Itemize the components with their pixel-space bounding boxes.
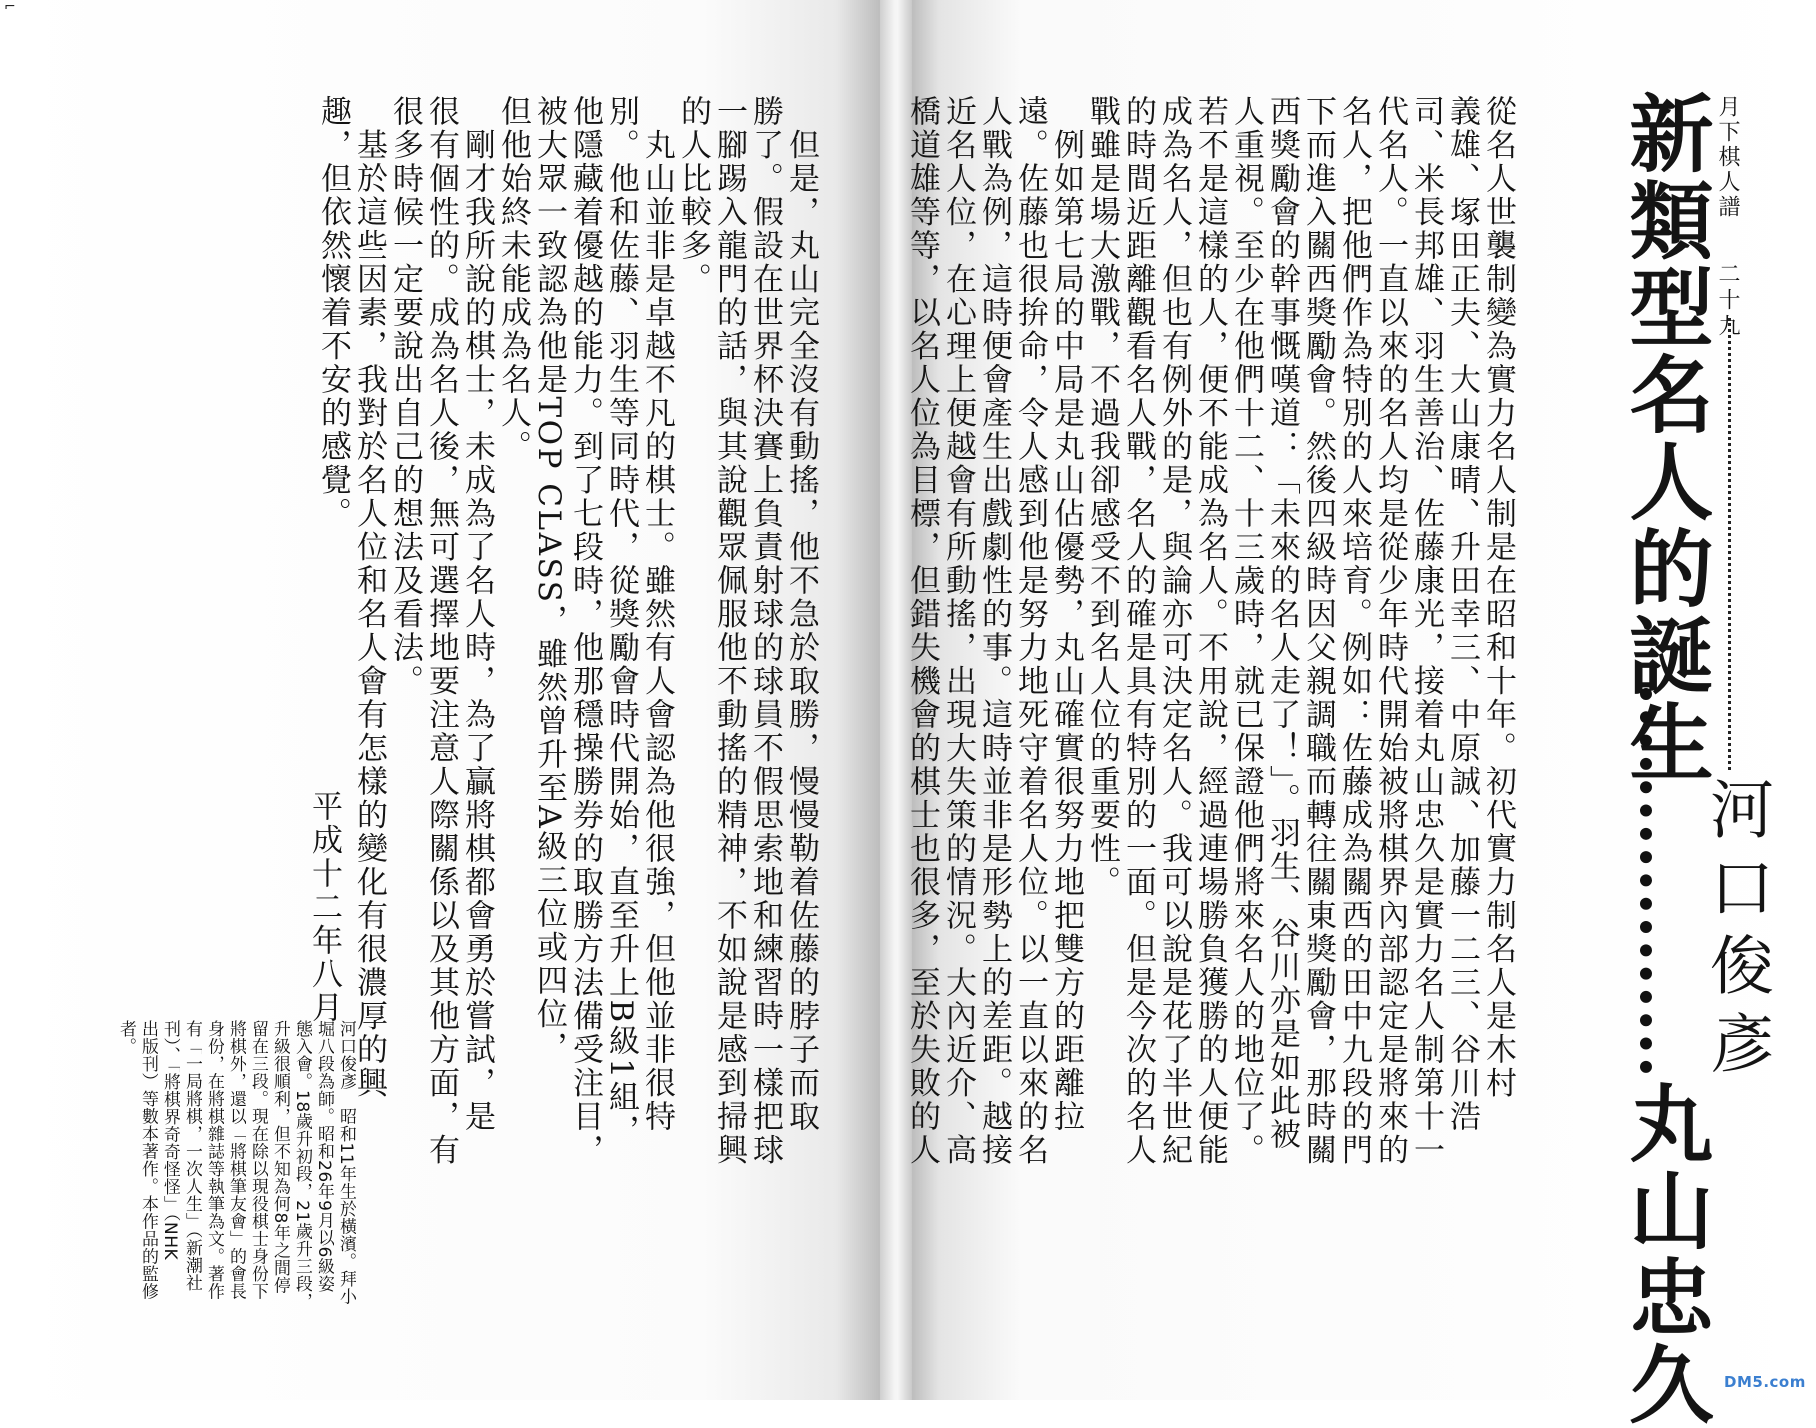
body-column: 趣，但依然懷着不安的感覺。 [315, 95, 351, 531]
body-column: 人戰為例，這時便會產生出戲劇性的事。這時並非是形勢上的差距。越接 [976, 95, 1012, 1167]
body-column: 司、米長邦雄、羽生善治、佐藤康光，接着丸山忠久是實力名人制第十一 [1408, 95, 1444, 1167]
running-head-dotted-rule [1728, 318, 1731, 770]
author-bio-line: 有「一局將棋，一次人生」（新潮社 [182, 1020, 202, 1292]
body-column: 遠。佐藤也很拚命，令人感到他是努力地死守着名人位。以一直以來的名 [1012, 95, 1048, 1167]
body-column: 代名人。一直以來的名人均是從少年時代開始被將棋界內部認定是將來的 [1372, 95, 1408, 1167]
author-bio-line: 刊）、「將棋界奇奇怪怪」（NHK [160, 1020, 180, 1261]
body-column: 很有個性的。成為名人後，無可選擇地要注意人際關係以及其他方面，有 [423, 95, 459, 1167]
body-column: 下而進入關西獎勵會。然後四級時因父親調職而轉往關東獎勵會，那時關 [1300, 95, 1336, 1167]
body-column: 近名人位，在心理上便越會有所動搖，出現大失策的情況。大內近介、高 [940, 95, 976, 1167]
author-bio-line: 將棋外，還以「將棋筆友會」的會長 [226, 1020, 246, 1300]
running-head-chapter-number: 二十九 [1715, 262, 1740, 340]
body-column: 剛才我所說的棋士，未成為了名人時，為了贏將棋都會勇於嘗試，是 [459, 95, 495, 1134]
body-column: 一腳踢入龍門的話，與其說觀眾佩服他不動搖的精神，不如說是感到掃興 [711, 95, 747, 1167]
body-column: 的時間近距離觀看名人戰，名人的確是具有特別的一面。但是今次的名人 [1120, 95, 1156, 1167]
body-column: 戰雖是場大激戰，不過我卻感受不到名人位的重要性。 [1084, 95, 1120, 899]
site-watermark: DM5.com [1724, 1373, 1806, 1391]
author-bio-line: 身份，在將棋雜誌等執筆為文。著作 [204, 1020, 224, 1300]
body-column: 但是，丸山完全沒有動搖，他不急於取勝，慢慢勒着佐藤的脖子而取 [783, 95, 819, 1134]
article-author: 河口俊彥 [1699, 776, 1773, 1088]
body-column: 例如第七局的中局是丸山佔優勢，丸山確實很努力地把雙方的距離拉 [1048, 95, 1084, 1134]
author-bio-line: 堀八段為師。昭和26年9月以6級姿 [314, 1020, 334, 1293]
body-column: 名人，把他們作為特別的人來培育。例如：佐藤成為關西的田中九段的門 [1336, 95, 1372, 1167]
article-title: 新類型名人的誕生 [1616, 90, 1714, 786]
article-subject: 丸山忠久 [1616, 1080, 1714, 1428]
author-bio-line: 者。 [116, 1020, 136, 1055]
body-column: 的人比較多。 [675, 95, 711, 296]
author-bio-line: 升級很順利，但不知為何8年之間停 [270, 1020, 290, 1294]
body-column: 成為名人，但也有例外的是，與論亦可決定名人。我可以說是花了半世紀 [1156, 95, 1192, 1167]
body-column: 基於這些因素，我對於名人位和名人會有怎樣的變化有很濃厚的興 [351, 95, 387, 1100]
body-column: 從名人世襲制變為實力名人制是在昭和十年。初代實力制名人是木村 [1480, 95, 1516, 1100]
body-column: 別。他和佐藤、羽生等同時代，從獎勵會時代開始，直至升上B級1組， [603, 95, 639, 1148]
running-head-book-title: 月下棋人譜 [1715, 95, 1740, 220]
author-bio-line: 態入會。18歲升初段，21歲升三段， [292, 1020, 312, 1311]
body-column: 很多時候一定要說出自己的想法及看法。 [387, 95, 423, 698]
body-column: 被大眾一致認為他是TOP CLASS，雖然曾升至A級三位或四位， [531, 95, 567, 1065]
body-column: 義雄、塚田正夫、大山康晴、升田幸三、中原誠、加藤一二三、谷川浩 [1444, 95, 1480, 1134]
body-column: 丸山並非是卓越不凡的棋士。雖然有人會認為他很強，但他並非很特 [639, 95, 675, 1134]
author-bio-line: 河口俊彥 昭和11年生於橫濱。拜小 [336, 1020, 356, 1306]
title-leader-dots [1640, 688, 1652, 1073]
body-column: 他隱藏着優越的能力。到了七段時，他那穩操勝券的取勝方法備受注目， [567, 95, 603, 1167]
article-date: 平成十二年八月 [306, 790, 342, 1025]
body-column: 若不是這樣的人，便不能成為名人。不用說，經過連場勝負獲勝的人便能 [1192, 95, 1228, 1167]
body-column: 西獎勵會的幹事慨嘆道：「未來的名人走了！」。羽生、谷川亦是如此被 [1264, 95, 1300, 1152]
body-column: 人重視。至少在他們十二、十三歲時，就已保證他們將來名人的地位了。 [1228, 95, 1264, 1167]
body-column: 橋道雄等等，以名人位為目標，但錯失機會的棋士也很多，至於失敗的人 [904, 95, 940, 1167]
body-column: 但他始終未能成為名人。 [495, 95, 531, 464]
page-edge-mark: ⌐ [4, 0, 16, 15]
body-column: 勝了。假設在世界杯決賽上負責射球的球員不假思索地和練習時一樣把球 [747, 95, 783, 1167]
author-bio-line: 留在三段。現在除以現役棋士身份下 [248, 1020, 268, 1300]
author-bio-line: 出版刊）等數本著作。本作品的監修 [138, 1020, 158, 1300]
